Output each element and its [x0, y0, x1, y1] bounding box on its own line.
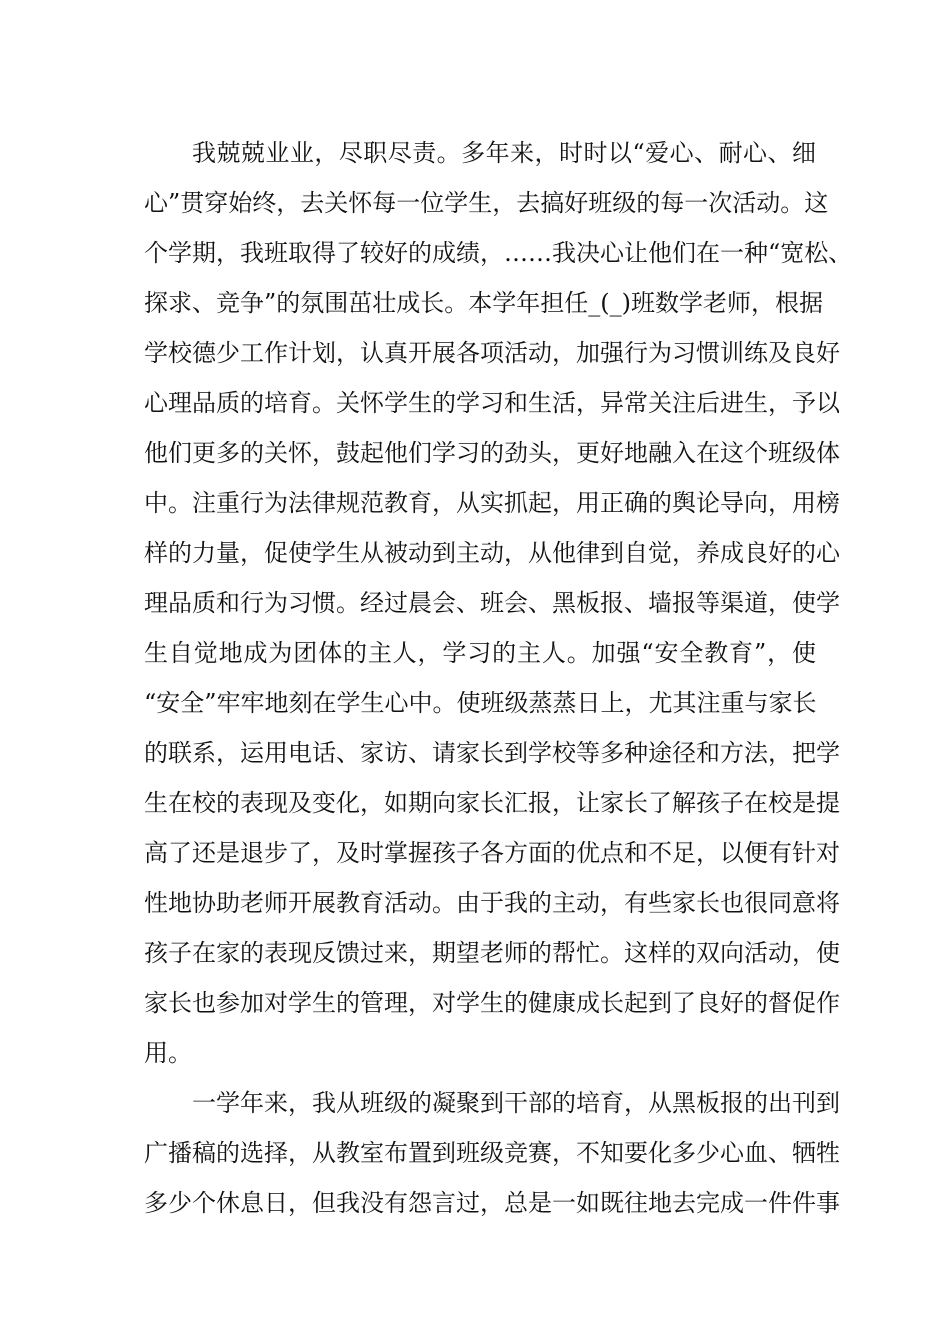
paragraph-2 — [144, 1078, 840, 1228]
text-line: 用。 — [144, 1039, 192, 1067]
text-line: 心”贯穿始终，去关怀每一位学生，去搞好班级的每一次活动。这 — [144, 189, 829, 217]
text-line: 性地协助老师开展教育活动。由于我的主动，有些家长也很同意将 — [144, 889, 840, 917]
text-line: 我兢兢业业，尽职尽责。多年来，时时以“爱心、耐心、细 — [192, 139, 816, 167]
document-body — [144, 128, 853, 1228]
text-line: 学校德少工作计划，认真开展各项活动，加强行为习惯训练及良好 — [144, 339, 840, 367]
text-line: 高了还是退步了，及时掌握孩子各方面的优点和不足，以便有针对 — [144, 839, 840, 867]
text-line: 一学年来，我从班级的凝聚到干部的培育，从黑板报的出刊到 — [192, 1089, 840, 1117]
text-line: 样的力量，促使学生从被动到主动，从他律到自觉，养成良好的心 — [144, 539, 840, 567]
text-line: 理品质和行为习惯。经过晨会、班会、黑板报、墙报等渠道，使学 — [144, 589, 840, 617]
text-line: 个学期，我班取得了较好的成绩，……我决心让他们在一种“宽松、 — [144, 239, 853, 267]
text-line: 探求、竞争”的氛围茁壮成长。本学年担任_(_)班数学老师，根据 — [144, 289, 823, 317]
paragraph-1 — [144, 128, 853, 1078]
text-line: “安全”牢牢地刻在学生心中。使班级蒸蒸日上，尤其注重与家长 — [144, 689, 817, 717]
text-line: 家长也参加对学生的管理，对学生的健康成长起到了良好的督促作 — [144, 989, 840, 1017]
text-line: 他们更多的关怀，鼓起他们学习的劲头，更好地融入在这个班级体 — [144, 439, 840, 467]
text-line: 生自觉地成为团体的主人，学习的主人。加强“安全教育”，使 — [144, 639, 816, 667]
text-line: 的联系，运用电话、家访、请家长到学校等多种途径和方法，把学 — [144, 739, 840, 767]
text-line: 心理品质的培育。关怀学生的学习和生活，异常关注后进生，予以 — [144, 389, 840, 417]
text-line: 生在校的表现及变化，如期向家长汇报，让家长了解孩子在校是提 — [144, 789, 840, 817]
text-line: 孩子在家的表现反馈过来，期望老师的帮忙。这样的双向活动，使 — [144, 939, 840, 967]
text-line: 广播稿的选择，从教室布置到班级竞赛，不知要化多少心血、牺牲 — [144, 1139, 840, 1167]
text-line: 中。注重行为法律规范教育，从实抓起，用正确的舆论导向，用榜 — [144, 489, 840, 517]
text-line: 多少个休息日，但我没有怨言过，总是一如既往地去完成一件件事 — [144, 1189, 840, 1217]
